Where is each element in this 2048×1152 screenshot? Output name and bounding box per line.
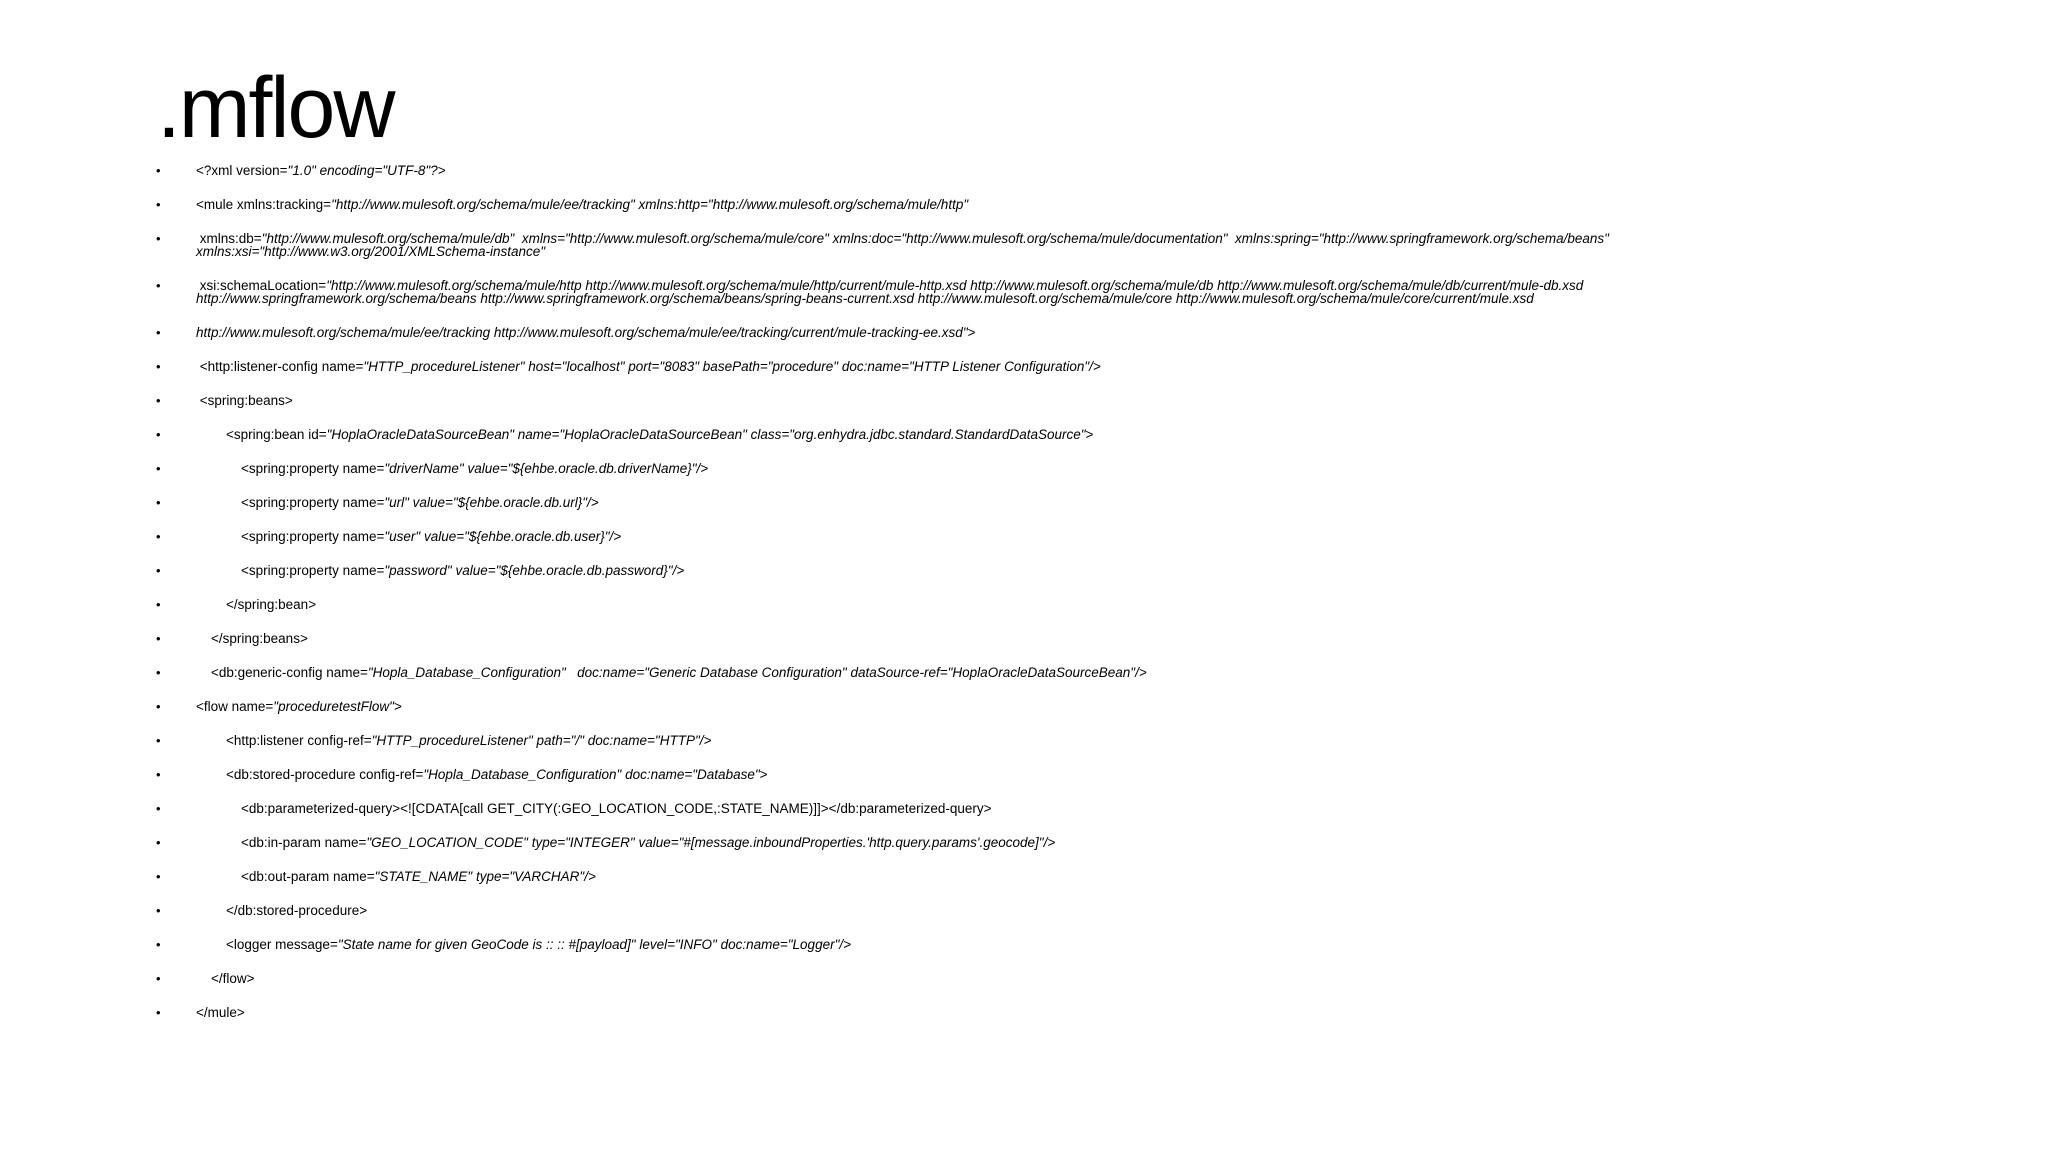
code-text: <?xml version=: [196, 163, 288, 178]
code-text: </spring:beans>: [196, 631, 308, 646]
code-line: [156, 734, 2036, 747]
code-line: [156, 598, 2036, 611]
code-text: </db:stored-procedure>: [196, 903, 368, 918]
code-text: xsi:schemaLocation=: [196, 278, 327, 293]
code-attribute-values: "url" value="${ehbe.oracle.db.url}"/>: [384, 495, 599, 510]
code-text: </mule>: [196, 1005, 245, 1020]
code-attribute-values: "GEO_LOCATION_CODE" type="INTEGER" value="#[message.inboundProperties.'http.query.params'.geocode]"/>: [366, 835, 1056, 850]
code-text: <http:listener-config name=: [196, 359, 364, 374]
code-text: >: [967, 325, 976, 340]
bullet-icon: •: [156, 835, 161, 850]
code-attribute-values: "STATE_NAME" type="VARCHAR"/>: [374, 869, 596, 884]
bullet-icon: •: [156, 163, 161, 178]
bullet-icon: •: [156, 278, 161, 293]
code-line: [156, 1006, 2036, 1019]
code-text: <spring:property name=: [196, 461, 385, 476]
bullet-icon: •: [156, 325, 161, 340]
code-line: [156, 666, 2036, 679]
code-line: [156, 904, 2036, 917]
code-text: <logger message=: [196, 937, 338, 952]
code-text: <http:listener config-ref=: [196, 733, 372, 748]
code-attribute-values: "http://www.mulesoft.org/schema/mule/db" xmlns="http://www.mulesoft.org/schema/mule/core" xmlns:doc="http://www.mulesoft.org/schema/mule/documentation" xmlns:spring="http://www.springframework.org/schema/beans" xmlns:xsi="http://www.w3.org/2001/XMLSchema-instance": [196, 231, 1609, 259]
code-text: <spring:bean id=: [196, 427, 327, 442]
code-line: [156, 802, 2036, 815]
code-attribute-values: "http://www.mulesoft.org/schema/mule/ee/tracking" xmlns:http="http://www.mulesoft.org/schema/mule/http": [331, 197, 969, 212]
code-attribute-values: "HTTP_procedureListener" path="/" doc:name="HTTP"/>: [371, 733, 712, 748]
code-text: <spring:property name=: [196, 529, 385, 544]
code-line: [156, 360, 2036, 373]
code-line: [156, 564, 2036, 577]
code-text: xmlns:db=: [196, 231, 262, 246]
code-line: [156, 768, 2036, 781]
bullet-icon: •: [156, 971, 161, 986]
code-text: </spring:bean>: [196, 597, 317, 612]
code-line: [156, 428, 2036, 441]
code-attribute-values: "password" value="${ehbe.oracle.db.password}"/>: [384, 563, 685, 578]
bullet-icon: •: [156, 393, 161, 408]
code-text: <db:out-param name=: [196, 869, 375, 884]
code-attribute-values: "http://www.mulesoft.org/schema/mule/http http://www.mulesoft.org/schema/mule/http/current/mule-http.xsd http://www.mulesoft.org/schema/mule/db http://www.mulesoft.org/schema/mule/db/current/mule-db.xsd http://www.springframework.org/schema/beans http://www.springframework.org/schema/beans/spring-beans-current.xsd http://www.mulesoft.org/schema/mule/core http://www.mulesoft.org/schema/mule/core/current/mule.xsd: [196, 278, 1584, 306]
code-attribute-values: "1.0" encoding="UTF-8"?>: [287, 163, 446, 178]
bullet-icon: •: [156, 529, 161, 544]
code-line: [156, 394, 2036, 407]
code-text: <db:parameterized-query><![CDATA[call GET_CITY(:GEO_LOCATION_CODE,:STATE_NAME)]]></db:parameterized-query>: [196, 801, 992, 816]
bullet-icon: •: [156, 937, 161, 952]
code-line: [156, 198, 2036, 211]
code-text: <db:generic-config name=: [196, 665, 368, 680]
bullet-icon: •: [156, 359, 161, 374]
bullet-icon: •: [156, 631, 161, 646]
code-attribute-values: "proceduretestFlow": [273, 699, 394, 714]
code-attribute-values: "HoplaOracleDataSourceBean" name="HoplaOracleDataSourceBean" class="org.enhydra.jdbc.standard.StandardDataSource": [326, 427, 1086, 442]
code-line: [156, 972, 2036, 985]
code-line: [156, 632, 2036, 645]
bullet-icon: •: [156, 665, 161, 680]
code-line: [156, 700, 2036, 713]
code-text: <spring:property name=: [196, 563, 385, 578]
code-line: [156, 530, 2036, 543]
code-line: [156, 938, 2036, 951]
code-line: [156, 462, 2036, 475]
bullet-icon: •: [156, 1005, 161, 1020]
code-line: [156, 870, 2036, 883]
code-text: <spring:property name=: [196, 495, 385, 510]
code-text: <db:in-param name=: [196, 835, 367, 850]
code-attribute-values: "user" value="${ehbe.oracle.db.user}"/>: [384, 529, 622, 544]
bullet-icon: •: [156, 563, 161, 578]
bullet-icon: •: [156, 767, 161, 782]
bullet-icon: •: [156, 495, 161, 510]
code-text: <flow name=: [196, 699, 274, 714]
code-attribute-values: "Hopla_Database_Configuration" doc:name="Database": [423, 767, 760, 782]
code-line: [156, 836, 2036, 849]
bullet-icon: •: [156, 427, 161, 442]
bullet-icon: •: [156, 197, 161, 212]
code-attribute-values: http://www.mulesoft.org/schema/mule/ee/tracking http://www.mulesoft.org/schema/mule/ee/tracking/current/mule-tracking-ee.xsd": [196, 325, 968, 340]
code-line: [156, 496, 2036, 509]
code-text: <db:stored-procedure config-ref=: [196, 767, 424, 782]
code-attribute-values: "State name for given GeoCode is :: :: #[payload]" level="INFO" doc:name="Logger"/>: [337, 937, 852, 952]
code-text: <mule xmlns:tracking=: [196, 197, 332, 212]
code-text: >: [1085, 427, 1094, 442]
bullet-icon: •: [156, 699, 161, 714]
bullet-icon: •: [156, 869, 161, 884]
code-text: >: [759, 767, 768, 782]
code-attribute-values: "HTTP_procedureListener" host="localhost" port="8083" basePath="procedure" doc:name="HTTP Listener Configuration"/>: [363, 359, 1101, 374]
bullet-icon: •: [156, 597, 161, 612]
bullet-icon: •: [156, 231, 161, 246]
code-attribute-values: "driverName" value="${ehbe.oracle.db.driverName}"/>: [384, 461, 709, 476]
code-line: [156, 326, 2036, 339]
code-bullet-list: [156, 164, 2036, 1040]
code-line: [156, 232, 2036, 258]
code-text: >: [393, 699, 402, 714]
bullet-icon: •: [156, 733, 161, 748]
bullet-icon: •: [156, 903, 161, 918]
code-attribute-values: "Hopla_Database_Configuration" doc:name="Generic Database Configuration" dataSource-ref="HoplaOracleDataSourceBean"/>: [367, 665, 1147, 680]
code-line: [156, 279, 2036, 305]
bullet-icon: •: [156, 461, 161, 476]
bullet-icon: •: [156, 801, 161, 816]
code-text: </flow>: [196, 971, 255, 986]
code-line: [156, 164, 2036, 177]
slide-title: .mflow: [157, 60, 394, 156]
code-text: <spring:beans>: [196, 393, 293, 408]
